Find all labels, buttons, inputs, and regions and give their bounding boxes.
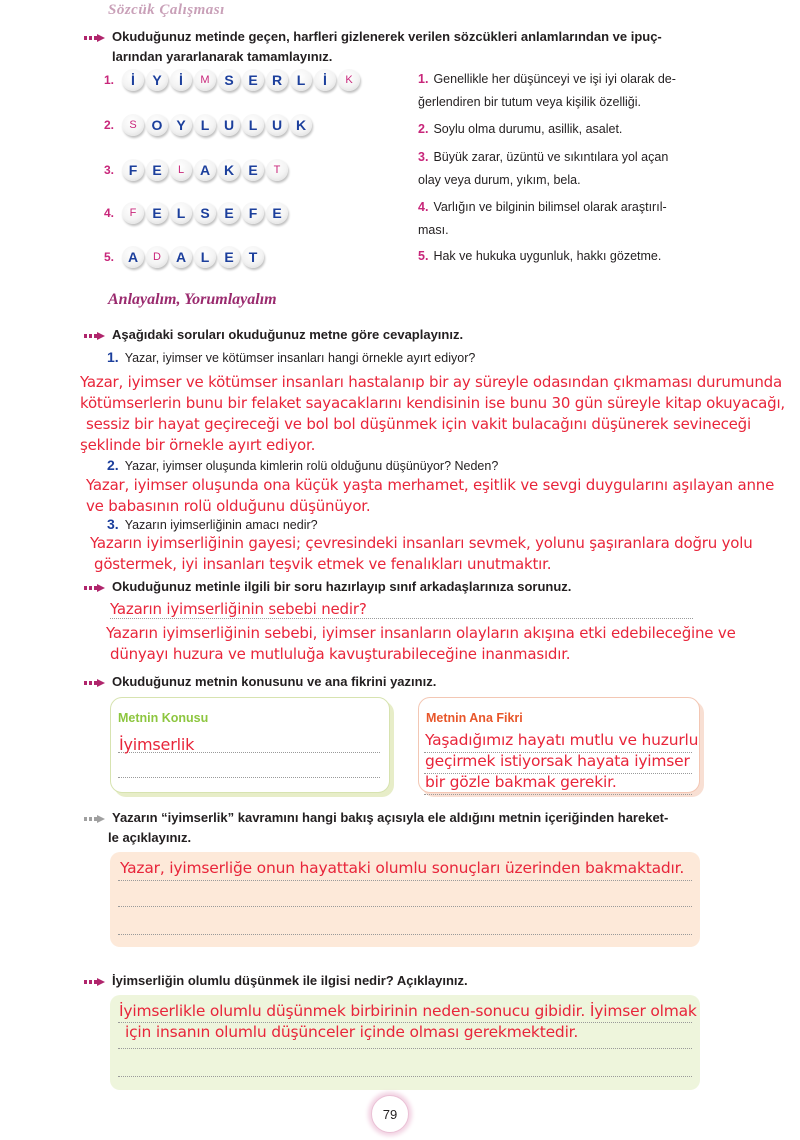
puzzle-row-number: 3. (104, 163, 115, 177)
comprehension-instruction: Aşağıdaki soruları okuduğunuz metne göre cevaplayınız. (84, 327, 463, 342)
puzzle-letter: L (170, 202, 192, 224)
puzzle-letter: İ (314, 69, 336, 91)
puzzle-letter: F (242, 202, 264, 224)
puzzle-hint-letter: K (338, 69, 360, 91)
arrow-icon (84, 584, 106, 592)
puzzle-letter: T (242, 246, 264, 268)
main-idea-answer: Yaşadığımız hayatı mutlu ve huzurlu geçirmek istiyorsak hayata iyimser bir gözle bakmak gerekir. (425, 731, 699, 791)
puzzle-letter: R (266, 69, 288, 91)
own-question-instruction: Okuduğunuz metinle ilgili bir soru hazırlayıp sınıf arkadaşlarınıza sorunuz. (84, 579, 571, 594)
puzzle-letter: A (194, 159, 216, 181)
puzzle-letter: E (218, 202, 240, 224)
perspective-instruction: Yazarın “iyimserlik” kavramını hangi bakış açısıyla ele aldığını metnin içeriğinden hareket- le açıklayınız. (84, 808, 764, 848)
question-3: 3. Yazarın iyimserliğinin amacı nedir? (107, 516, 318, 532)
own-question-text: Yazarın iyimserliğinin sebebi nedir? (110, 600, 367, 618)
own-question-answer: Yazarın iyimserliğinin sebebi, iyimser insanların olayların akışına etki edebileceğine ve dünyayı huzura ve mutluluğa kavuşturabileceğine inanmasıdır. (106, 624, 736, 663)
puzzle-hint-letter: D (146, 246, 168, 268)
definition-3: 3. Büyük zarar, üzüntü ve sıkıntılara yol açan olay veya durum, yıkım, bela. (418, 150, 669, 187)
arrow-icon (84, 332, 106, 340)
page-number: 79 (371, 1095, 409, 1133)
puzzle-letter: L (290, 69, 312, 91)
topic-answer: İyimserlik (119, 735, 195, 754)
answer-line (424, 794, 692, 795)
puzzle-letter: U (266, 114, 288, 136)
puzzle-letter: L (194, 114, 216, 136)
puzzle-row-2 (104, 111, 314, 139)
puzzle-letter: Y (170, 114, 192, 136)
section-title-comprehension: Anlayalım, Yorumlayalım (108, 291, 277, 308)
topic-instruction: Okuduğunuz metnin konusunu ve ana fikrini yazınız. (84, 674, 436, 689)
arrow-icon (84, 978, 106, 986)
section-title-word-study: Sözcük Çalışması (108, 2, 225, 18)
topic-label: Metnin Konusu (118, 711, 209, 725)
puzzle-hint-letter: S (122, 114, 144, 136)
puzzle-hint-letter: F (122, 202, 144, 224)
arrow-icon (84, 815, 106, 823)
puzzle-letter: A (170, 246, 192, 268)
puzzle-letter: U (218, 114, 240, 136)
puzzle-hint-letter: M (194, 69, 216, 91)
arrow-icon (84, 679, 106, 687)
puzzle-letter: K (290, 114, 312, 136)
answer-line (118, 1048, 692, 1049)
puzzle-letter: S (194, 202, 216, 224)
puzzle-letter: E (146, 159, 168, 181)
puzzle-letter: Y (146, 69, 168, 91)
puzzle-letter: E (146, 202, 168, 224)
definition-4: 4. Varlığın ve bilginin bilimsel olarak araştırıl- ması. (418, 200, 667, 237)
puzzle-row-number: 2. (104, 118, 115, 132)
puzzle-letter: S (218, 69, 240, 91)
puzzle-row-number: 5. (104, 250, 115, 264)
puzzle-letter: L (194, 246, 216, 268)
puzzle-letter: E (266, 202, 288, 224)
puzzle-row-4 (104, 199, 290, 227)
answer-line (118, 906, 692, 907)
puzzle-hint-letter: L (170, 159, 192, 181)
definition-5: 5. Hak ve hukuka uygunluk, hakkı gözetme. (418, 249, 662, 263)
answer-line (118, 1076, 692, 1077)
main-idea-label: Metnin Ana Fikri (426, 711, 523, 725)
puzzle-letter: E (242, 69, 264, 91)
puzzle-row-number: 4. (104, 206, 115, 220)
puzzle-row-5 (104, 243, 266, 271)
question-2: 2. Yazar, iyimser oluşunda kimlerin rolü olduğunu düşünüyor? Neden? (107, 457, 499, 473)
puzzle-hint-letter: T (266, 159, 288, 181)
puzzle-row-number: 1. (104, 73, 115, 87)
puzzle-letter: E (242, 159, 264, 181)
puzzle-instruction: Okuduğunuz metinde geçen, harfleri gizlenerek verilen sözcükleri anlamlarından ve ipuç- larından yararlanarak tamamlayınız. (84, 27, 744, 67)
relation-answer: İyimserlikle olumlu düşünmek birbirinin neden-sonucu gibidir. İyimser olmak için insanın olumlu düşünceler içinde olması gerekmektedir. (119, 1002, 697, 1041)
puzzle-letter: A (122, 246, 144, 268)
definition-2: 2. Soylu olma durumu, asillik, asalet. (418, 122, 623, 136)
puzzle-row-3 (104, 156, 290, 184)
answer-line (118, 880, 692, 881)
answer-2: Yazar, iyimser oluşunda ona küçük yaşta merhamet, eşitlik ve sevgi duygularını aşılayan anne ve babasının rolü olduğunu düşünüyor. (86, 476, 775, 515)
puzzle-row-1 (104, 66, 362, 94)
perspective-answer: Yazar, iyimserliğe onun hayattaki olumlu sonuçları üzerinden bakmaktadır. (120, 859, 685, 877)
puzzle-letter: O (146, 114, 168, 136)
arrow-icon (84, 34, 106, 42)
puzzle-letter: F (122, 159, 144, 181)
relation-instruction: İyimserliğin olumlu düşünmek ile ilgisi nedir? Açıklayınız. (84, 973, 468, 988)
puzzle-letter: L (242, 114, 264, 136)
puzzle-letter: İ (122, 69, 144, 91)
answer-line (118, 777, 380, 778)
definition-1: 1. Genellikle her düşünceyi ve işi iyi olarak de- ğerlendiren bir tutum veya kişilik özelliği. (418, 72, 676, 109)
puzzle-letter: K (218, 159, 240, 181)
answer-1: Yazar, iyimser ve kötümser insanları hastalanıp bir ay süreyle odasından çıkmaması durumunda kötümserlerin bunu bir felaket sayacaklarını kendisinin ise bunu 30 gün süreyle kitap okuyacağı, sessiz bir hayat geçireceği ve bol bol düşünmek için vakit bulacağını düşünerek sevineceği şeklinde bir örnekle ayırt ediyor. (80, 373, 785, 454)
question-1: 1. Yazar, iyimser ve kötümser insanları hangi örnekle ayırt ediyor? (107, 349, 476, 365)
answer-3: Yazarın iyimserliğinin gayesi; çevresindeki insanları sevmek, yolunu şaşıranlara doğru yolu göstermek, iyi insanları teşvik etmek ve fenalıkları unutmaktır. (90, 534, 753, 573)
answer-line (118, 934, 692, 935)
puzzle-letter: E (218, 246, 240, 268)
puzzle-letter: İ (170, 69, 192, 91)
